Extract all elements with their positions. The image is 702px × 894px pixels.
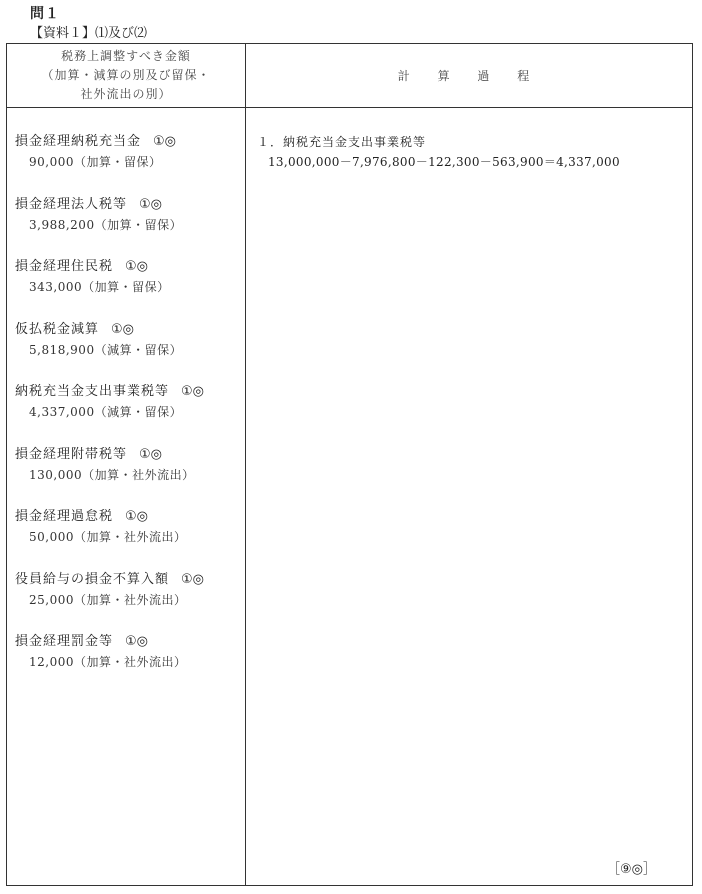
item-amount: 343,000（加算・留保） bbox=[29, 280, 170, 294]
item-name: 損金経理過怠税 bbox=[15, 509, 114, 524]
calculation-title: １．納税充当金支出事業税等 bbox=[257, 135, 427, 149]
question-label: 問１ bbox=[30, 6, 60, 22]
item-name: 損金経理住民税 bbox=[15, 259, 114, 274]
calculation-formula: 13,000,000－7,976,800－122,300－563,900＝4,337,000 bbox=[268, 155, 620, 169]
answer-table bbox=[6, 43, 693, 886]
score-mark: ①◎ bbox=[181, 384, 205, 399]
score-mark: ①◎ bbox=[125, 509, 149, 524]
item-amount: 3,988,200（加算・留保） bbox=[29, 217, 183, 232]
list-item bbox=[7, 445, 245, 508]
column-divider bbox=[245, 44, 246, 885]
calculation-block bbox=[257, 132, 687, 172]
score-mark: ①◎ bbox=[153, 134, 177, 149]
list-item bbox=[7, 195, 245, 258]
adjustment-header-line1: 税務上調整すべき金額 bbox=[61, 49, 191, 63]
list-item bbox=[7, 632, 245, 695]
item-name: 損金経理附帯税等 bbox=[15, 446, 128, 462]
item-name: 役員給与の損金不算入額 bbox=[15, 571, 170, 587]
list-item bbox=[7, 382, 245, 445]
item-amount: 90,000（加算・留保） bbox=[29, 155, 162, 169]
item-amount: 130,000（加算・社外流出） bbox=[29, 467, 195, 482]
score-mark: ①◎ bbox=[125, 634, 149, 649]
item-amount: 25,000（加算・社外流出） bbox=[29, 592, 187, 607]
list-item bbox=[7, 507, 245, 570]
score-total: ［⑨◎］ bbox=[607, 862, 656, 877]
list-item bbox=[7, 132, 245, 195]
calculation-column-header: 計 算 過 程 bbox=[397, 69, 542, 83]
adjustment-list bbox=[7, 132, 245, 695]
score-mark: ①◎ bbox=[139, 446, 163, 462]
score-mark: ①◎ bbox=[111, 321, 135, 337]
score-mark: ①◎ bbox=[125, 259, 149, 274]
item-name: 損金経理法人税等 bbox=[15, 196, 128, 212]
material-reference: 【資料１】⑴及び⑵ bbox=[30, 26, 148, 41]
item-amount: 4,337,000（減算・留保） bbox=[29, 405, 183, 419]
item-amount: 12,000（加算・社外流出） bbox=[29, 655, 187, 669]
item-name: 仮払税金減算 bbox=[15, 321, 100, 337]
adjustment-column-header bbox=[7, 44, 245, 107]
item-amount: 5,818,900（減算・留保） bbox=[29, 342, 183, 357]
header-divider bbox=[7, 107, 692, 108]
item-name: 損金経理罰金等 bbox=[15, 634, 114, 649]
adjustment-header-line3: 社外流出の別） bbox=[80, 87, 172, 101]
score-mark: ①◎ bbox=[181, 571, 205, 587]
item-name: 納税充当金支出事業税等 bbox=[15, 384, 170, 399]
list-item bbox=[7, 570, 245, 633]
item-amount: 50,000（加算・社外流出） bbox=[29, 530, 187, 544]
item-name: 損金経理納税充当金 bbox=[15, 134, 142, 149]
list-item bbox=[7, 320, 245, 383]
adjustment-header-line2: （加算・減算の別及び留保・ bbox=[41, 68, 211, 82]
list-item bbox=[7, 257, 245, 320]
score-mark: ①◎ bbox=[139, 196, 163, 212]
